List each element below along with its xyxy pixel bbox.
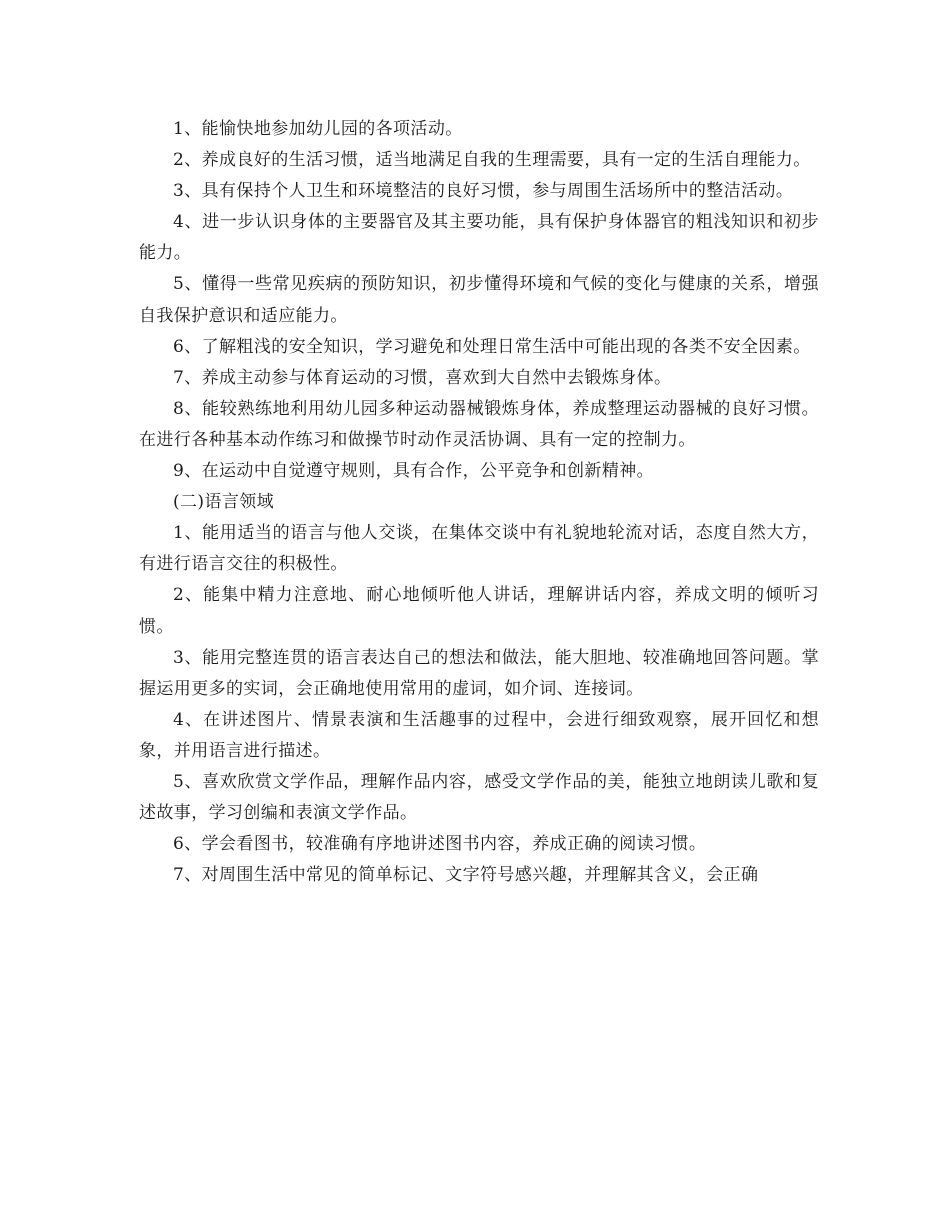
paragraph-health-7: 7、养成主动参与体育运动的习惯，喜欢到大自然中去锻炼身体。 [173,367,672,388]
paragraph-health-4: 4、进一步认识身体的主要器官及其主要功能，具有保护身体器官的粗浅知识和初步能力。 [139,212,819,264]
paragraph-health-5: 5、懂得一些常见疾病的预防知识，初步懂得环境和气候的变化与健康的关系，增强自我保护意识和适应能力。 [139,274,819,326]
paragraph-health-8: 8、能较熟练地利用幼儿园多种运动器械锻炼身体，养成整理运动器械的良好习惯。在进行各种基本动作练习和做操节时动作灵活协调、具有一定的控制力。 [139,398,819,450]
paragraph-language-6: 6、学会看图书，较准确有序地讲述图书内容，养成正确的阅读习惯。 [173,834,707,855]
paragraph-health-3: 3、具有保持个人卫生和环境整洁的良好习惯，参与周围生活场所中的整洁活动。 [173,181,794,202]
paragraph-language-2: 2、能集中精力注意地、耐心地倾听他人讲话，理解讲话内容，养成文明的倾听习惯。 [139,585,819,637]
paragraph-health-2: 2、养成良好的生活习惯，适当地满足自我的生理需要，具有一定的生活自理能力。 [173,150,811,171]
paragraph-language-4: 4、在讲述图片、情景表演和生活趣事的过程中，会进行细致观察，展开回忆和想象，并用语言进行描述。 [139,709,819,761]
paragraph-language-3: 3、能用完整连贯的语言表达自己的想法和做法，能大胆地、较准确地回答问题。掌握运用更多的实词，会正确地使用常用的虚词，如介词、连接词。 [139,647,819,699]
document-page [139,114,819,891]
paragraph-language-7: 7、对周围生活中常见的简单标记、文字符号感兴趣，并理解其含义，会正确 [173,865,759,886]
paragraph-health-9: 9、在运动中自觉遵守规则，具有合作，公平竞争和创新精神。 [173,461,655,482]
section-heading-language: (二)语言领域 [173,492,275,513]
paragraph-language-1: 1、能用适当的语言与他人交谈，在集体交谈中有礼貌地轮流对话，态度自然大方，有进行语言交往的积极性。 [139,523,819,575]
paragraph-health-1: 1、能愉快地参加幼儿园的各项活动。 [173,119,463,139]
paragraph-health-6: 6、了解粗浅的安全知识，学习避免和处理日常生活中可能出现的各类不安全因素。 [173,336,811,357]
paragraph-language-5: 5、喜欢欣赏文学作品，理解作品内容，感受文学作品的美，能独立地朗读儿歌和复述故事，学习创编和表演文学作品。 [139,771,819,824]
